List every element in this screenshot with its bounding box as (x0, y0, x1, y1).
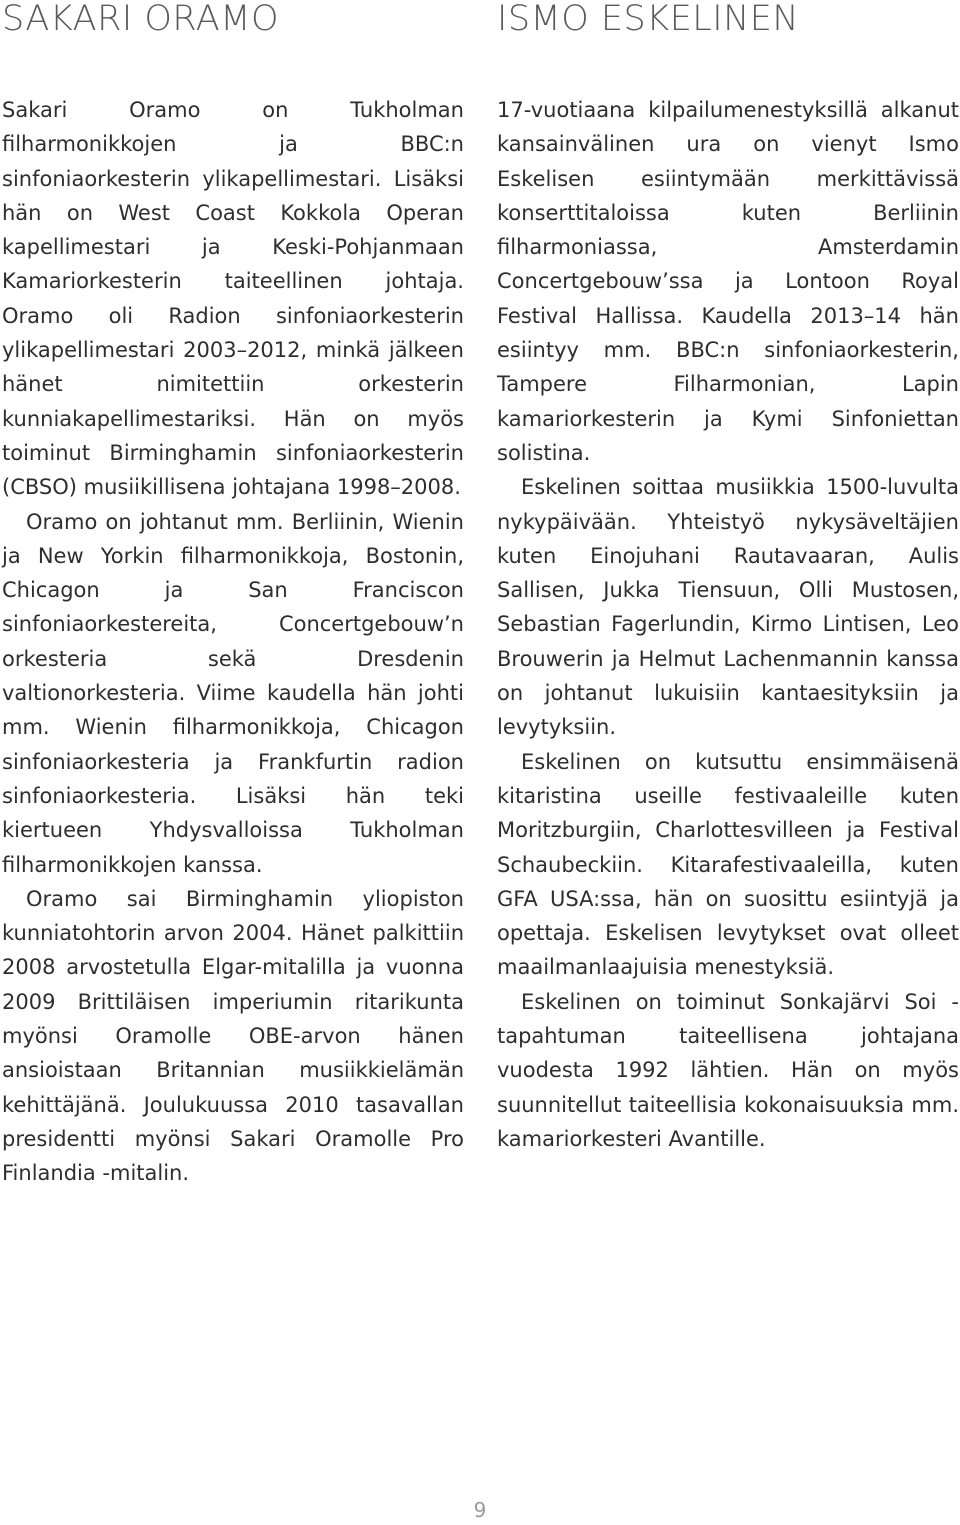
eskelinen-body (497, 93, 959, 1156)
oramo-paragraph-2: Oramo on johtanut mm. Berliinin, Wienin ja New Yorkin filharmonikkoja, Bostonin, Chicagon ja San Franciscon sinfoniaorkestereita, Concertgebouw’n orkesteria sekä Dresdenin valtionorkesteria. Viime kaudella hän johti mm. Wienin filharmonikkoja, Chicagon sinfoniaorkesteria ja Frankfurtin radion sinfoniaorkesteria. Lisäksi hän teki kiertueen Yhdysvalloissa Tukholman filharmonikkojen kanssa. (2, 509, 464, 877)
eskelinen-paragraph-4: Eskelinen on toiminut Sonkajärvi Soi -tapahtuman taiteellisena johtajana vuodesta 1992 lähtien. Hän on myös suunnitellut taiteellisia kokonaisuuksia mm. kamariorkesteri Avantille. (497, 989, 959, 1151)
eskelinen-column (497, 0, 959, 1151)
eskelinen-heading: ISMO ESKELINEN (497, 0, 800, 39)
oramo-paragraph-3: Oramo sai Birminghamin yliopiston kunniatohtorin arvon 2004. Hänet palkittiin 2008 arvostetulla Elgar-mitalilla ja vuonna 2009 Brittiläisen imperiumin ritarikunta myönsi Oramolle OBE-arvon hänen ansioistaan Britannian musiikkielämän kehittäjänä. Joulukuussa 2010 tasavallan presidentti myönsi Sakari Oramolle Pro Finlandia -mitalin. (2, 886, 464, 1186)
oramo-paragraph-1: Sakari Oramo on Tukholman filharmonikkojen ja BBC:n sinfoniaorkesterin ylikapellimestari. Lisäksi hän on West Coast Kokkola Operan kapellimestari ja Keski-Pohjanmaan Kamariorkesterin taiteellinen johtaja. Oramo oli Radion sinfoniaorkesterin ylikapellimestari 2003–2012, minkä jälkeen hänet nimitettiin orkesterin kunniakapellimestariksi. Hän on myös toiminut Birminghamin sinfoniaorkesterin (CBSO) musiikillisena johtajana 1998–2008. (2, 98, 464, 500)
oramo-heading: SAKARI ORAMO (2, 0, 279, 39)
eskelinen-paragraph-2: Eskelinen soittaa musiikkia 1500-luvulta nykypäivään. Yhteistyö nykysäveltäjien kuten Einojuhani Rautavaaran, Aulis Sallisen, Jukka Tiensuun, Olli Mustosen, Sebastian Fagerlundin, Kirmo Lintisen, Leo Brouwerin ja Helmut Lachenmannin kanssa on johtanut lukuisiin kantaesityksiin ja levytyksiin. (497, 475, 959, 740)
eskelinen-paragraph-1: 17-vuotiaana kilpailumenestyksillä alkanut kansainvälinen ura on vienyt Ismo Eskelisen esiintymään merkittävissä konserttitaloissa kuten Berliinin filharmoniassa, Amsterdamin Concertgebouw’ssa ja Lontoon Royal Festival Hallissa. Kaudella 2013–14 hän esiintyy mm. BBC:n sinfoniaorkesterin, Tampere Filharmonian, Lapin kamariorkesterin ja Kymi Sinfoniettan solistina. (497, 98, 959, 465)
oramo-column (2, 0, 464, 1186)
eskelinen-paragraph-3: Eskelinen on kutsuttu ensimmäisenä kitaristina useille festivaaleille kuten Moritzburgiin, Charlottesvilleen ja Festival Schaubeckiin. Kitarafestivaaleilla, kuten GFA USA:ssa, hän on suosittu esiintyjä ja opettaja. Eskelisen levytykset ovat olleet maailmanlaajuisia menestyksiä. (497, 749, 959, 980)
page-number: 9 (473, 1498, 487, 1522)
oramo-body (2, 93, 464, 1191)
